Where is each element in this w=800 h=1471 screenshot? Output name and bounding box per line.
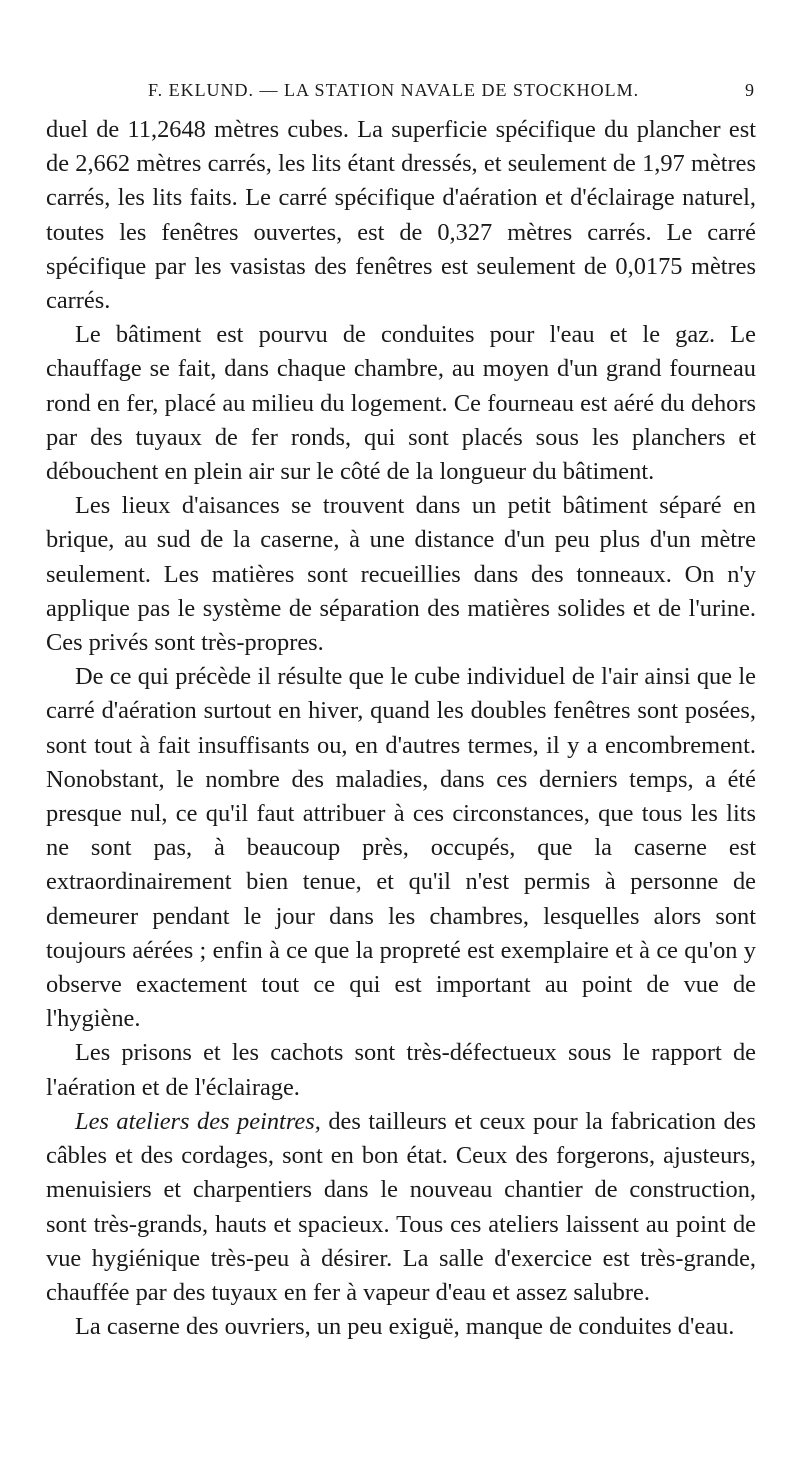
paragraph-text: De ce qui précède il résulte que le cube individuel de l'air ainsi que le carré d'aération surtout en hiver, quand les doubles fenêtres sont posées, sont tout à fait insuffisants ou, en d'autres termes, il y a encombrement. Nonobstant, le nombre des maladies, dans ces derniers temps, a été presque nul, ce qu'il faut attribuer à ces circonstances, que tous les lits ne sont pas, à beaucoup près, occupés, que la caserne est extraordinairement bien tenue, et qu'il n'est permis à personne de demeurer pendant le jour dans les chambres, lesquelles alors sont toujours aérées ; enfin à ce que la propreté est exemplaire et à ce qu'on y observe exactement tout ce qui est important au point de vue de l'hygiène. [46, 663, 756, 1033]
paragraph [46, 1105, 756, 1310]
body-text [46, 113, 756, 1344]
paragraph [46, 1036, 756, 1104]
paragraph [46, 318, 756, 489]
running-head: F. EKLUND. — LA STATION NAVALE DE STOCKHOLM. [148, 80, 640, 100]
paragraph-text: Les prisons et les cachots sont très-défectueux sous le rapport de l'aération et de l'éclairage. [46, 1039, 756, 1101]
paragraph-text: Le bâtiment est pourvu de conduites pour l'eau et le gaz. Le chauffage se fait, dans chaque chambre, au moyen d'un grand fourneau rond en fer, placé au milieu du logement. Ce fourneau est aéré du dehors par des tuyaux de fer ronds, qui sont placés sous les planchers et débouchent en plein air sur le côté de la longueur du bâtiment. [46, 321, 756, 486]
paragraph [46, 660, 756, 1036]
paragraph [46, 489, 756, 660]
paragraph-text: La caserne des ouvriers, un peu exiguë, manque de conduites d'eau. [75, 1313, 735, 1341]
italic-lead: Les ateliers des peintres, [75, 1107, 321, 1135]
page-number: 9 [745, 80, 754, 100]
paragraph [46, 1310, 756, 1344]
paragraph-text: Les lieux d'aisances se trouvent dans un petit bâtiment séparé en brique, au sud de la caserne, à une distance d'un peu plus d'un mètre seulement. Les matières sont recueillies dans des tonneaux. On n'y applique pas le système de séparation des matières solides et de l'urine. Ces privés sont très-propres. [46, 492, 756, 657]
paragraph-text: duel de 11,2648 mètres cubes. La superficie spécifique du plancher est de 2,662 mètres carrés, les lits étant dressés, et seulement de 1,97 mètres carrés, les lits faits. Le carré spécifique d'aération et d'éclairage naturel, toutes les fenêtres ouvertes, est de 0,327 mètres carrés. Le carré spécifique par les vasistas des fenêtres est seulement de 0,0175 mètres carrés. [46, 116, 756, 315]
paragraph [46, 113, 756, 318]
paragraph-text: des tailleurs et ceux pour la fabrication des câbles et des cordages, sont en bon état. Ceux des forgerons, ajusteurs, menuisiers et charpentiers dans le nouveau chantier de construction, sont très-grands, hauts et spacieux. Tous ces ateliers laissent au point de vue hygiénique très-peu à désirer. La salle d'exercice est très-grande, chauffée par des tuyaux en fer à vapeur d'eau et assez salubre. [46, 1107, 756, 1306]
